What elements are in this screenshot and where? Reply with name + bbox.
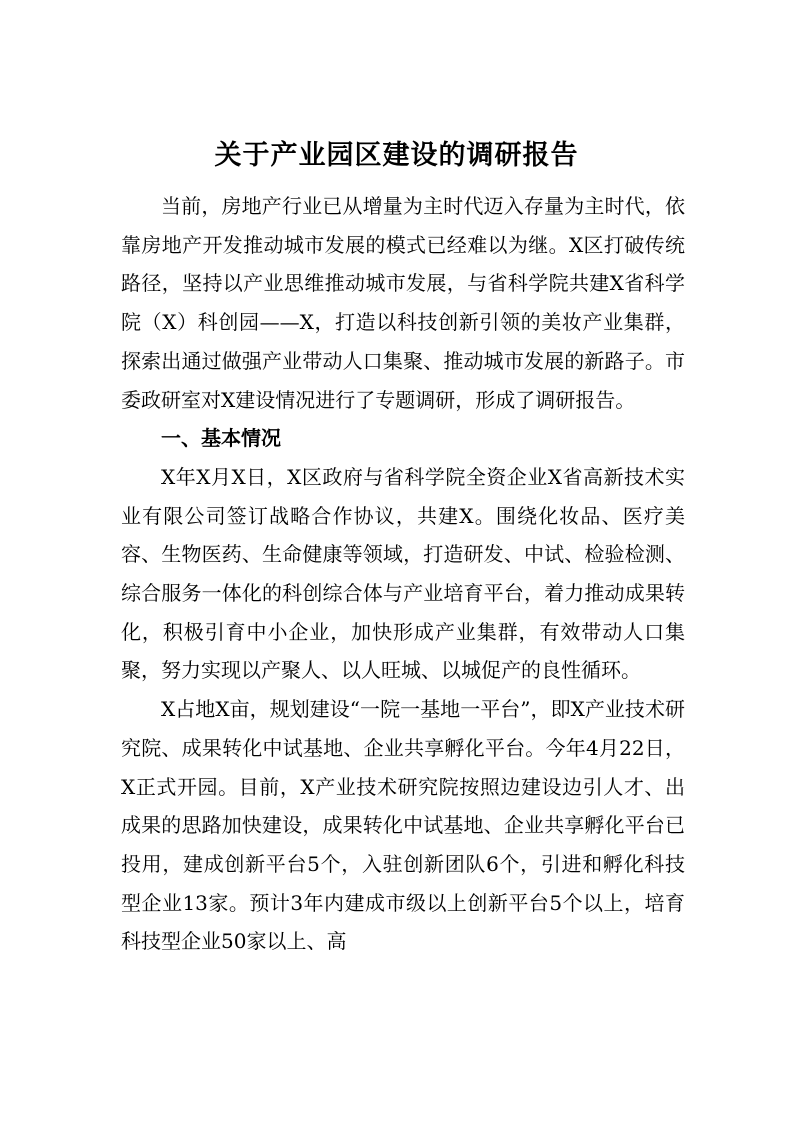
paragraph-planning: X占地X亩，规划建设“一院一基地一平台”，即X产业技术研究院、成果转化中试基地、企业共享孵化平台。今年4月22日，X正式开园。目前，X产业技术研究院按照边建设边引人才、出成果的思路加快建设，成果转化中试基地、企业共享孵化平台已投用，建成创新平台5个，入驻创新团队6个，引进和孵化科技型企业13家。预计3年内建成市级以上创新平台5个以上，培育科技型企业50家以上、高: [121, 697, 685, 954]
document-title: 关于产业园区建设的调研报告: [214, 140, 579, 171]
paragraph-agreement: X年X月X日，X区政府与省科学院全资企业X省高新技术实业有限公司签订战略合作协议，共建X。围绕化妆品、医疗美容、生物医药、生命健康等领域，打造研发、中试、检验检测、综合服务一体化的科创综合体与产业培育平台，着力推动成果转化，积极引育中小企业，加快形成产业集群，有效带动人口集聚，努力实现以产聚人、以人旺城、以城促产的良性循环。: [121, 464, 685, 683]
section-heading-basic-situation: 一、基本情况: [161, 426, 281, 451]
document-body: [121, 187, 685, 961]
paragraph-intro: 当前，房地产行业已从增量为主时代迈入存量为主时代，依靠房地产开发推动城市发展的模式已经难以为继。X区打破传统路径，坚持以产业思维推动城市发展，与省科学院共建X省科学院（X）科创园——X，打造以科技创新引领的美妆产业集群，探索出通过做强产业带动人口集聚、推动城市发展的新路子。市委政研室对X建设情况进行了专题调研，形成了调研报告。: [121, 194, 685, 412]
